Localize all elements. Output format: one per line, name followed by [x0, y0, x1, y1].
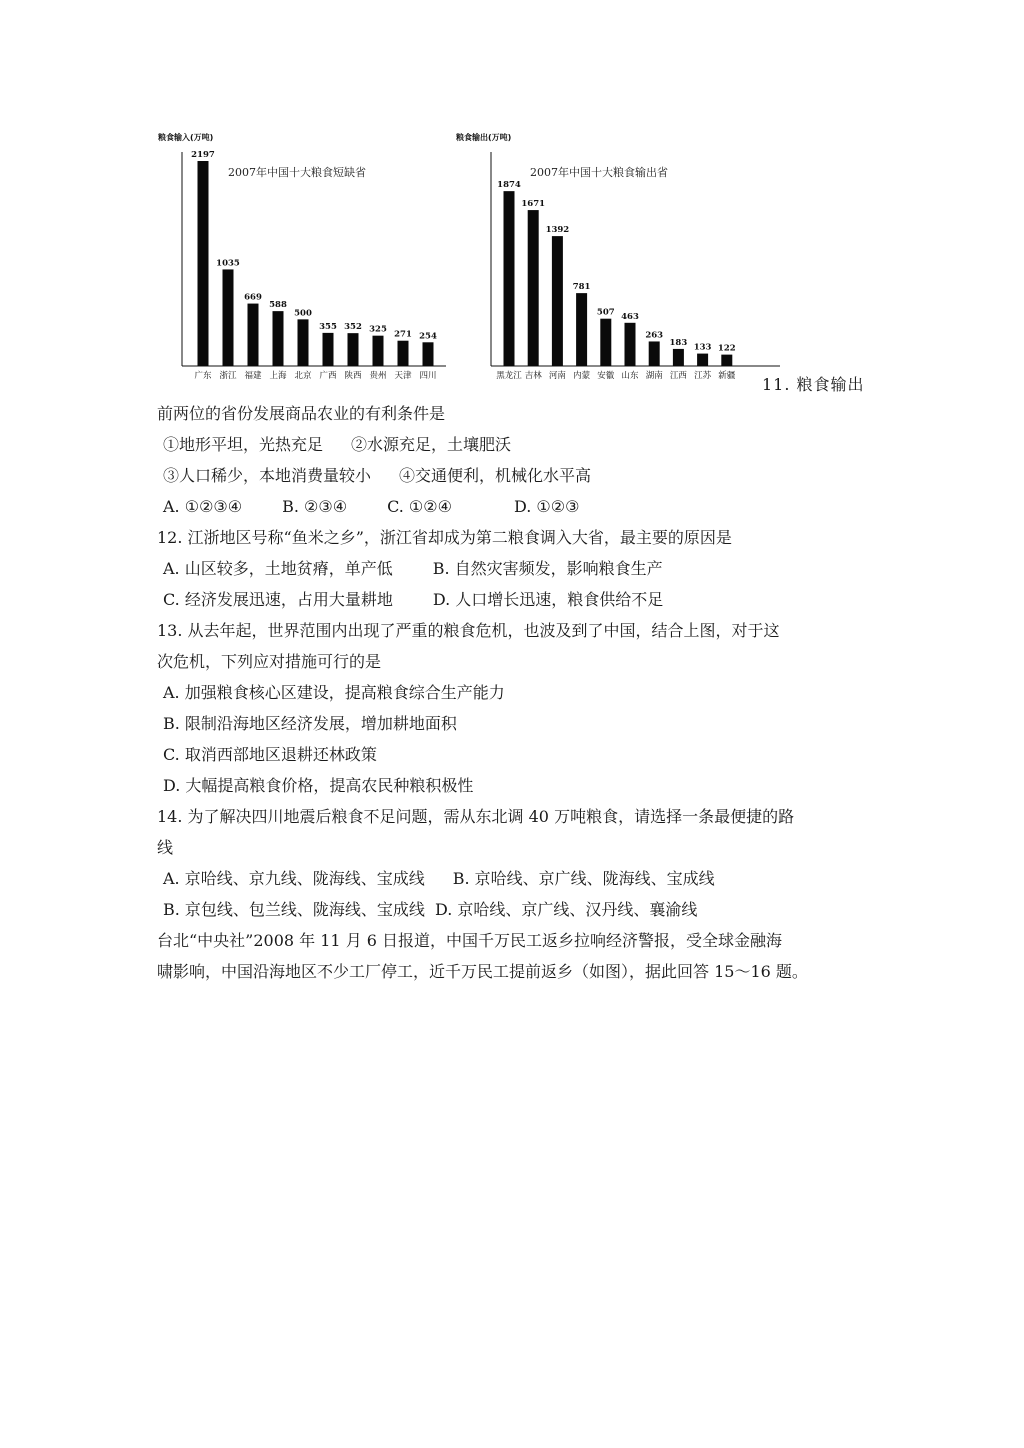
q13-stem-1: 13. 从去年起，世界范围内出现了严重的粮食危机，也波及到了中国，结合上图，对于这 [157, 621, 780, 640]
q12-option-b: B. 自然灾害频发，影响粮食生产 [432, 559, 663, 578]
q14-option-d: D. 京哈线、京广线、汉丹线、襄渝线 [434, 900, 698, 919]
category-label-湖南: 湖南 [645, 371, 663, 381]
category-label-新疆: 新疆 [718, 371, 736, 381]
bar-吉林 [528, 210, 539, 366]
q11-stem-start: 11. 粮食输出 [762, 375, 865, 394]
bar-黑龙江 [504, 191, 515, 366]
intro-line-1: 台北“中央社”2008 年 11 月 6 日报道，中国千万民工返乡拉响经济警报，受全球金融海 [157, 931, 783, 950]
questions [157, 398, 877, 987]
q11-statement-1: ①地形平坦，光热充足 [163, 435, 324, 454]
q14-options-2 [157, 894, 877, 925]
q11-statements-1 [157, 429, 877, 460]
category-label-天津: 天津 [394, 371, 412, 381]
category-label-贵州: 贵州 [369, 371, 387, 381]
bar-山东 [625, 323, 636, 366]
category-label-北京: 北京 [294, 371, 312, 381]
bar-北京 [298, 319, 309, 366]
q11-option-a: A. ①②③④ [163, 497, 243, 516]
category-label-江西: 江西 [669, 371, 687, 381]
bar-广西 [323, 333, 334, 366]
q14-options-1 [157, 863, 877, 894]
q14-stem-2: 线 [157, 838, 174, 857]
value-label-天津: 271 [394, 329, 412, 340]
category-label-陕西: 陕西 [344, 371, 362, 381]
category-label-黑龙江: 黑龙江 [496, 371, 522, 381]
q12-option-c: C. 经济发展迅速，占用大量耕地 [163, 590, 393, 609]
value-label-浙江: 1035 [216, 258, 240, 269]
q12-option-d: D. 人口增长迅速，粮食供给不足 [432, 590, 664, 609]
value-label-上海: 588 [269, 300, 287, 311]
bar-四川 [423, 342, 434, 366]
q14-option-b: B. 京哈线、京广线、陇海线、宝成线 [452, 869, 715, 888]
q11-options [157, 491, 877, 522]
y-axis-label: 粮食输出(万吨) [456, 133, 512, 142]
value-label-吉林: 1671 [521, 199, 546, 210]
value-label-福建: 669 [244, 292, 262, 303]
bar-贵州 [373, 336, 384, 366]
q12-options-2 [157, 584, 877, 615]
category-label-吉林: 吉林 [524, 371, 542, 381]
chart-title: 2007年中国十大粮食输出省 [530, 166, 668, 179]
q11-option-b: B. ②③④ [282, 497, 348, 516]
bar-河南 [552, 236, 563, 366]
y-axis-label: 粮食输入(万吨) [158, 133, 214, 142]
bar-新疆 [721, 355, 732, 366]
value-label-陕西: 352 [344, 322, 362, 333]
q13-option-a: A. 加强粮食核心区建设，提高粮食综合生产能力 [163, 683, 505, 702]
q13-option-d: D. 大幅提高粮食价格，提高农民种粮积极性 [163, 776, 474, 795]
value-label-贵州: 325 [369, 324, 387, 335]
value-label-湖南: 263 [645, 330, 664, 341]
bar-陕西 [348, 333, 359, 366]
grain-charts [150, 124, 770, 386]
chart-title: 2007年中国十大粮食短缺省 [228, 166, 366, 179]
value-label-广西: 355 [319, 321, 337, 332]
bar-内蒙 [576, 293, 587, 366]
category-label-广西: 广西 [319, 371, 337, 381]
q11-option-c: C. ①②④ [387, 497, 452, 516]
q11-statement-3: ③人口稀少，本地消费量较小 [163, 466, 372, 485]
category-label-上海: 上海 [269, 371, 287, 381]
value-label-黑龙江: 1874 [497, 180, 521, 191]
q11-statement-2: ②水源充足，土壤肥沃 [351, 435, 512, 454]
category-label-江苏: 江苏 [694, 371, 712, 381]
grain-shortage-chart [150, 124, 450, 386]
bar-天津 [398, 341, 409, 366]
value-label-河南: 1392 [545, 225, 570, 236]
category-label-四川: 四川 [419, 371, 437, 381]
q13-option-c: C. 取消西部地区退耕还林政策 [163, 745, 377, 764]
value-label-广东: 2197 [191, 150, 215, 160]
q11-statement-4: ④交通便利，机械化水平高 [399, 466, 592, 485]
category-label-河南: 河南 [548, 371, 566, 381]
intro-line-2: 啸影响，中国沿海地区不少工厂停工，近千万民工提前返乡（如图），据此回答 15～16 题。 [157, 962, 808, 981]
bar-江西 [673, 349, 684, 366]
category-label-山东: 山东 [621, 371, 639, 381]
bar-上海 [273, 311, 284, 366]
q11-stem: 前两位的省份发展商品农业的有利条件是 [157, 404, 446, 423]
bar-福建 [248, 304, 259, 366]
q12-option-a: A. 山区较多，土地贫瘠，单产低 [163, 559, 393, 578]
q13-option-b: B. 限制沿海地区经济发展，增加耕地面积 [163, 714, 457, 733]
grain-export-chart [450, 124, 750, 386]
q14-stem-1: 14. 为了解决四川地震后粮食不足问题，需从东北调 40 万吨粮食，请选择一条最便捷的路 [157, 807, 795, 826]
bar-浙江 [223, 269, 234, 366]
value-label-江苏: 133 [693, 342, 712, 353]
q12-options-1 [157, 553, 877, 584]
category-label-浙江: 浙江 [219, 371, 237, 381]
q13-stem-2: 次危机，下列应对措施可行的是 [157, 652, 382, 671]
q14-option-b2: B. 京包线、包兰线、陇海线、宝成线 [163, 900, 425, 919]
bar-湖南 [649, 341, 660, 366]
value-label-山东: 463 [621, 311, 639, 322]
value-label-安徽: 507 [596, 307, 615, 318]
q14-option-a: A. 京哈线、京九线、陇海线、宝成线 [163, 869, 425, 888]
q11-option-d: D. ①②③ [513, 497, 580, 516]
value-label-四川: 254 [419, 331, 437, 342]
category-label-福建: 福建 [244, 371, 262, 381]
bar-江苏 [697, 354, 708, 366]
value-label-北京: 500 [294, 308, 312, 319]
category-label-广东: 广东 [194, 371, 212, 381]
value-label-内蒙: 781 [572, 282, 591, 293]
value-label-江西: 183 [669, 337, 688, 348]
q12-stem: 12. 江浙地区号称“鱼米之乡”，浙江省却成为第二粮食调入大省，最主要的原因是 [157, 528, 732, 547]
bar-安徽 [600, 319, 611, 366]
category-label-安徽: 安徽 [597, 371, 615, 381]
category-label-内蒙: 内蒙 [573, 371, 591, 381]
q11-statements-2 [157, 460, 877, 491]
bar-广东 [198, 161, 209, 366]
value-label-新疆: 122 [717, 343, 736, 354]
